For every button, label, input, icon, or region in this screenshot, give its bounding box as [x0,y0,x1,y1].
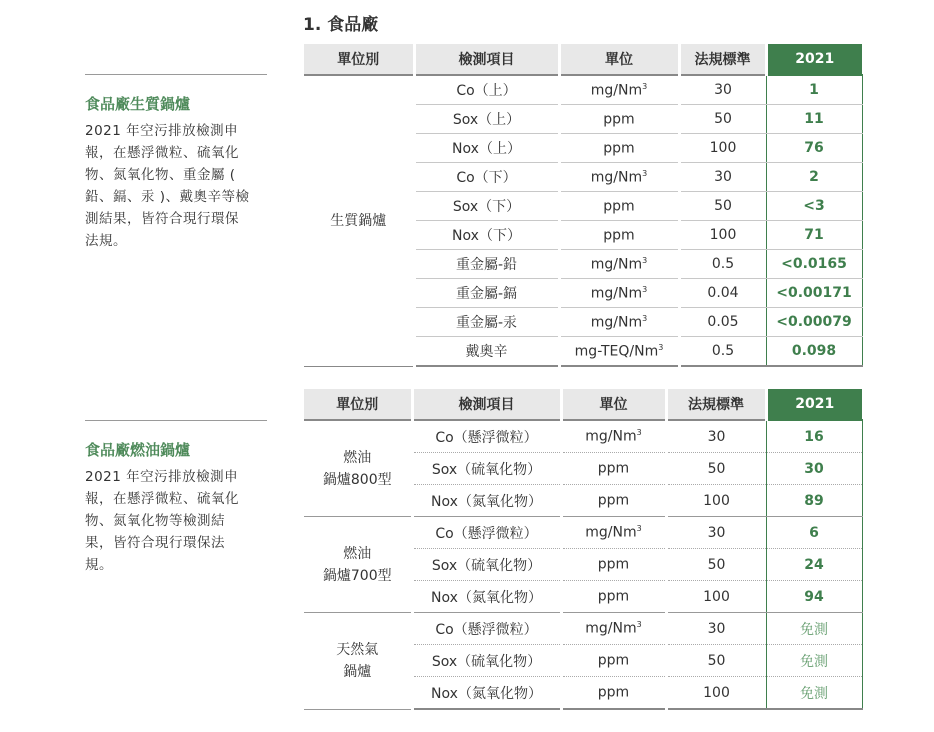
unit-superscript: 3 [642,255,648,265]
group-label-line1: 天然氣 [336,641,379,658]
unit-cell [561,645,666,677]
unit-cell [559,308,679,337]
item-cell: Nox（氮氧化物） [412,485,561,517]
unit-text: mg/Nm [590,285,643,302]
table-row [304,613,862,645]
header-unit-group: 單位別 [304,389,412,420]
group-label-line1: 燃油 [343,449,372,466]
group-label-line1: 燃油 [343,545,372,562]
value-cell: 免測 [766,613,862,645]
unit-superscript: 3 [642,313,648,323]
item-cell: Nox（上） [414,134,559,163]
standard-cell: 100 [666,581,766,613]
unit-text: mg-TEQ/Nm [574,343,659,360]
unit-text: ppm [603,198,635,215]
unit-cell [561,517,666,549]
unit-text: ppm [603,111,635,128]
unit-text: ppm [603,140,635,157]
value-cell: 2 [766,163,862,192]
standard-cell: 100 [679,134,766,163]
item-cell: Co（上） [414,75,559,105]
item-cell: Nox（氮氧化物） [412,581,561,613]
header-item: 檢測項目 [414,44,559,75]
unit-cell [559,134,679,163]
unit-text: ppm [597,588,630,605]
item-cell: Sox（硫氧化物） [412,549,561,581]
value-cell: 6 [766,517,862,549]
biomass-boiler-description [85,74,267,252]
unit-superscript: 3 [636,620,642,630]
unit-cell [559,279,679,308]
header-unit: 單位 [561,389,666,420]
unit-superscript: 3 [642,168,648,178]
group-label [304,613,412,710]
value-cell: 24 [766,549,862,581]
group-label [304,517,412,613]
standard-cell: 0.5 [679,250,766,279]
group-label-line2: 鍋爐 [343,663,372,680]
table-header-row [304,389,862,420]
unit-text: mg/Nm [590,169,643,186]
unit-text: mg/Nm [585,428,637,445]
item-cell: 重金屬-鎘 [414,279,559,308]
group-label-line2: 鍋爐700型 [322,567,392,584]
standard-cell: 0.5 [679,337,766,367]
standard-cell: 30 [679,75,766,105]
header-unit: 單位 [559,44,679,75]
unit-text: mg/Nm [585,524,637,541]
standard-cell: 30 [666,613,766,645]
header-year: 2021 [766,44,862,75]
item-cell: 戴奧辛 [414,337,559,367]
unit-superscript: 3 [636,524,642,534]
standard-cell: 30 [666,420,766,453]
unit-cell [561,677,666,710]
standard-cell: 30 [679,163,766,192]
header-standard: 法規標準 [679,44,766,75]
item-cell: Nox（下） [414,221,559,250]
unit-text: ppm [597,460,630,477]
item-cell: Co（懸浮微粒） [412,517,561,549]
oil-boiler-description [85,420,267,576]
unit-cell [559,163,679,192]
unit-text: mg/Nm [590,256,643,273]
biomass-boiler-title: 食品廠生質鍋爐 [85,95,191,113]
item-cell: Sox（上） [414,105,559,134]
standard-cell: 100 [679,221,766,250]
value-cell: 免測 [766,645,862,677]
item-cell: Sox（硫氧化物） [412,453,561,485]
standard-cell: 50 [679,105,766,134]
header-standard: 法規標準 [666,389,766,420]
standard-cell: 100 [666,677,766,710]
unit-cell [559,250,679,279]
unit-text: ppm [597,684,630,701]
standard-cell: 50 [666,453,766,485]
unit-cell [561,453,666,485]
item-cell: Sox（下） [414,192,559,221]
value-cell: 16 [766,420,862,453]
value-cell: <0.0165 [766,250,862,279]
group-label [304,420,412,517]
value-cell: 30 [766,453,862,485]
unit-cell [561,549,666,581]
item-cell: Nox（氮氧化物） [412,677,561,710]
value-cell: 89 [766,485,862,517]
biomass-boiler-text: 2021 年空污排放檢測申報，在懸浮微粒、硫氧化物、氮氧化物、重金屬 ( 鉛、鎘、汞 )、戴奧辛等檢測結果，皆符合現行環保法規。 [85,123,250,249]
oil-boiler-title: 食品廠燃油鍋爐 [85,441,191,459]
item-cell: Co（懸浮微粒） [412,613,561,645]
unit-superscript: 3 [636,428,642,438]
section-title: 1. 食品廠 [303,15,379,35]
table-header-row [304,44,862,75]
value-cell: 76 [766,134,862,163]
unit-text: ppm [597,492,630,509]
unit-superscript: 3 [658,342,664,352]
unit-superscript: 3 [642,284,648,294]
unit-text: mg/Nm [590,314,643,331]
standard-cell: 50 [666,549,766,581]
item-cell: Co（下） [414,163,559,192]
standard-cell: 50 [666,645,766,677]
unit-cell [559,221,679,250]
table-row [304,517,862,549]
standard-cell: 30 [666,517,766,549]
header-unit-group: 單位別 [304,44,414,75]
value-cell: 11 [766,105,862,134]
unit-text: ppm [603,227,635,244]
unit-text: mg/Nm [585,620,637,637]
value-cell: 94 [766,581,862,613]
unit-cell [561,485,666,517]
item-cell: Co（懸浮微粒） [412,420,561,453]
oil-boiler-text: 2021 年空污排放檢測申報，在懸浮微粒、硫氧化物、氮氧化物等檢測結果，皆符合現行環保法規。 [85,469,239,573]
unit-cell [559,105,679,134]
value-cell: <0.00079 [766,308,862,337]
standard-cell: 50 [679,192,766,221]
group-label-line2: 鍋爐800型 [322,471,392,488]
header-year: 2021 [766,389,862,420]
unit-cell [561,613,666,645]
table-row [304,420,862,453]
value-cell: 0.098 [766,337,862,367]
value-cell: <0.00171 [766,279,862,308]
standard-cell: 0.05 [679,308,766,337]
value-cell: <3 [766,192,862,221]
item-cell: 重金屬-鉛 [414,250,559,279]
unit-cell [559,75,679,105]
unit-cell [561,581,666,613]
unit-text: ppm [597,556,630,573]
oil-boiler-table [304,389,863,710]
unit-cell [559,192,679,221]
unit-text: ppm [597,652,630,669]
unit-superscript: 3 [642,81,648,91]
standard-cell: 0.04 [679,279,766,308]
unit-cell [561,420,666,453]
unit-cell [559,337,679,367]
biomass-boiler-table [304,44,863,367]
value-cell: 71 [766,221,862,250]
unit-text: mg/Nm [590,82,643,99]
table-row [304,75,862,105]
value-cell: 1 [766,75,862,105]
item-cell: 重金屬-汞 [414,308,559,337]
item-cell: Sox（硫氧化物） [412,645,561,677]
value-cell: 免測 [766,677,862,710]
header-item: 檢測項目 [412,389,561,420]
group-label: 生質鍋爐 [304,75,414,366]
standard-cell: 100 [666,485,766,517]
